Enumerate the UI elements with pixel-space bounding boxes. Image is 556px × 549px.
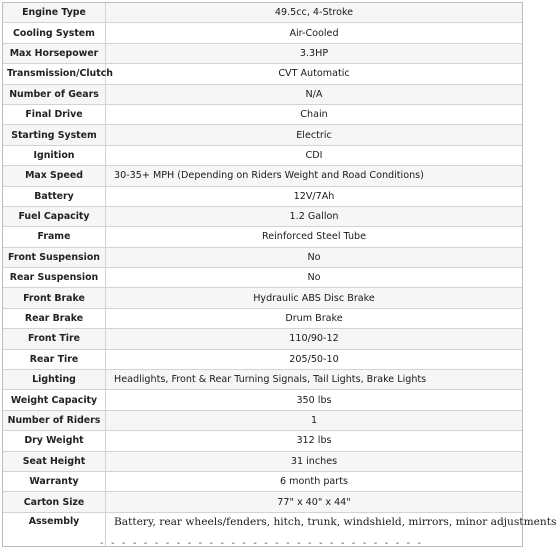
spec-value: Battery, rear wheels/fenders, hitch, trunk, windshield, mirrors, minor adjustments — [106, 513, 522, 546]
spec-value: Headlights, Front & Rear Turning Signals, Tail Lights, Brake Lights — [106, 370, 522, 390]
spec-value: Air-Cooled — [106, 23, 522, 43]
spec-row-lighting — [3, 370, 522, 390]
spec-value: CVT Automatic — [106, 64, 522, 84]
spec-label: Front Brake — [3, 288, 106, 308]
spec-value: 12V/7Ah — [106, 187, 522, 207]
spec-value: Electric — [106, 125, 522, 145]
spec-label: Front Tire — [3, 329, 106, 349]
spec-row-number-of-gears — [3, 85, 522, 105]
spec-value: Chain — [106, 105, 522, 125]
spec-value: N/A — [106, 85, 522, 105]
spec-label: Ignition — [3, 146, 106, 166]
spec-value: Hydraulic ABS Disc Brake — [106, 288, 522, 308]
spec-table — [2, 2, 556, 547]
spec-label: Seat Height — [3, 452, 106, 472]
spec-label: Front Suspension — [3, 248, 106, 268]
spec-row-carton-size — [3, 492, 522, 512]
spec-row-engine-type — [3, 3, 522, 23]
spec-value: 30-35+ MPH (Depending on Riders Weight and Road Conditions) — [106, 166, 522, 186]
spec-label: Assembly — [3, 513, 106, 546]
spec-row-max-speed — [3, 166, 522, 186]
spec-row-number-of-riders — [3, 411, 522, 431]
spec-label: Dry Weight — [3, 431, 106, 451]
spec-label: Max Speed — [3, 166, 106, 186]
spec-row-battery — [3, 187, 522, 207]
spec-label: Cooling System — [3, 23, 106, 43]
spec-row-ignition — [3, 146, 522, 166]
spec-row-warranty — [3, 472, 522, 492]
spec-label: Max Horsepower — [3, 44, 106, 64]
spec-label: Number of Riders — [3, 411, 106, 431]
spec-label: Battery — [3, 187, 106, 207]
spec-label: Weight Capacity — [3, 390, 106, 410]
spec-label: Frame — [3, 227, 106, 247]
spec-value: CDI — [106, 146, 522, 166]
spec-label: Carton Size — [3, 492, 106, 512]
spec-label: Engine Type — [3, 3, 106, 23]
spec-value: Drum Brake — [106, 309, 522, 329]
spec-label: Rear Tire — [3, 350, 106, 370]
spec-label: Transmission/Clutch — [3, 64, 106, 84]
spec-label: Fuel Capacity — [3, 207, 106, 227]
spec-row-weight-capacity — [3, 390, 522, 410]
spec-value: 350 lbs — [106, 390, 522, 410]
spec-row-cooling-system — [3, 23, 522, 43]
spec-value: 1 — [106, 411, 522, 431]
spec-row-frame — [3, 227, 522, 247]
spec-row-front-brake — [3, 288, 522, 308]
spec-row-transmission — [3, 64, 522, 84]
spec-label: Rear Suspension — [3, 268, 106, 288]
spec-row-dry-weight — [3, 431, 522, 451]
spec-label: Rear Brake — [3, 309, 106, 329]
spec-label: Starting System — [3, 125, 106, 145]
spec-value: No — [106, 248, 522, 268]
spec-value: 312 lbs — [106, 431, 522, 451]
spec-value: 6 month parts — [106, 472, 522, 492]
spec-row-rear-brake — [3, 309, 522, 329]
spec-row-max-horsepower — [3, 44, 522, 64]
spec-value: 31 inches — [106, 452, 522, 472]
spec-row-starting-system — [3, 125, 522, 145]
spec-value: 77" x 40" x 44" — [106, 492, 522, 512]
spec-row-fuel-capacity — [3, 207, 522, 227]
spec-row-seat-height — [3, 452, 522, 472]
clipped-text-fragment: - - - - - - - - - - - - - - - - - - - - - - - - - - - - - - — [100, 537, 424, 549]
spec-label: Warranty — [3, 472, 106, 492]
spec-value: 1.2 Gallon — [106, 207, 522, 227]
spec-value: 205/50-10 — [106, 350, 522, 370]
spec-value: 49.5cc, 4-Stroke — [106, 3, 522, 23]
spec-row-rear-suspension — [3, 268, 522, 288]
spec-value: No — [106, 268, 522, 288]
spec-row-front-tire — [3, 329, 522, 349]
spec-value: 110/90-12 — [106, 329, 522, 349]
spec-row-front-suspension — [3, 248, 522, 268]
spec-value: 3.3HP — [106, 44, 522, 64]
spec-value: Reinforced Steel Tube — [106, 227, 522, 247]
spec-row-final-drive — [3, 105, 522, 125]
spec-label: Lighting — [3, 370, 106, 390]
spec-row-rear-tire — [3, 350, 522, 370]
spec-label: Number of Gears — [3, 85, 106, 105]
spec-label: Final Drive — [3, 105, 106, 125]
